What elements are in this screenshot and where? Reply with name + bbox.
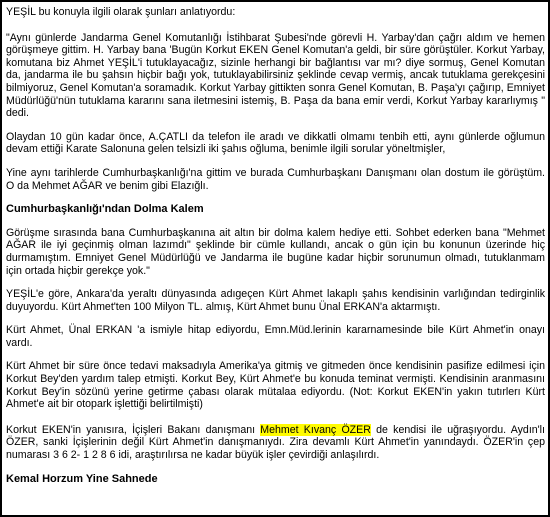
paragraph-cumhurbaskanligi-visit: Yine aynı tarihlerde Cumhurbaşkanlığı'na gittim ve burada Cumhurbaşkanı Danışmanı olan dostum ile görüştüm. O da Mehmet AĞAR ve benim gibi Elazığlı. <box>6 166 545 192</box>
section-heading-dolma-kalem: Cumhurbaşkanlığı'ndan Dolma Kalem <box>6 203 204 216</box>
section-heading-kemal-horzum: Kemal Horzum Yine Sahnede <box>6 472 158 485</box>
document-body <box>2 6 548 485</box>
paragraph-ozer <box>6 424 545 462</box>
quote-paragraph-1: "Aynı günlerde Jandarma Genel Komutanlığı İstihbarat Şubesi'nde görevli H. Yarbay'dan çağrı aldım ve hemen görüşmeye gittim. H. Yarbay bana 'Bugün Korkut EKEN Genel Komutan'a geldi, bir süre görüştüler. Korkut Yarbay, komutana biz Ahmet YEŞİL'i tutuklayacağız, sizinle herhangi bir bağlantısı var mı? diye sormuş, Genel Komutan da, jandarma ile bu şahsın hiçbir bağı yok, tutuklayabilirsiniz şeklinde cevap vermiş, ancak tutuklama gerekçesini bilmiyoruz, Genel Komutan'a soramadık. Korkut Yarbay gittikten sonra Genel Komutan, B. Paşa'yı çağırıp, Emniyet Müdürlüğü'nün tutuklama kararını sana iletmesini istemiş, B. Paşa da bana emir verdi, Korkut Yarbay kararlıymış " dedi. <box>6 31 545 120</box>
paragraph-catli-call: Olaydan 10 gün kadar önce, A.ÇATLI da telefon ile aradı ve dikkatli olmamı tenbih etti, aynı günlerde oğlumun devam ettiği Karate Salonuna gelen telsizli iki şahıs oğluma, benimle ilgili sorular yöneltmişler, <box>6 130 545 156</box>
ozer-text-before: Korkut EKEN'in yanısıra, İçişleri Bakanı danışmanı <box>6 423 261 436</box>
ozer-text-after: de kendisi ile uğraşıyordu. Aydın'lı ÖZER, sanki İçişlerinin değil Kürt Ahmet'in danışmanıydı. Zira devamlı Kürt Ahmet'in yanındaydı. ÖZER'in çep numarası 3 6 2- 1 2 8 6 idi, araştırılırsa ne kadar büyük işler çevirdiği anlaşılırdı. <box>6 423 545 462</box>
paragraph-amerika-trip: Kürt Ahmet bir süre önce tedavi maksadıyla Amerika'ya gitmiş ve gitmeden önce kendisinin pasifize edilmesi için Korkut Bey'den yardım talep etmişti. Korkut Bey, Kürt Ahmet'e bu konuda teminat vermişti. Kendisinin aranmasını Korkut Bey'in sözünü yerine getirme çabası olarak mütalaa ediyordu. (Not: Korkut EKEN'in yakın tutırlerı Kürt Ahmet'e ait bir otopark işlettiği belirtilmişti) <box>6 360 545 411</box>
paragraph-kurt-ahmet-intro: YEŞİL'e göre, Ankara'da yeraltı dünyasında adıgeçen Kürt Ahmet lakaplı şahıs kendisinin varlığından tedirginlik duyuyordu. Kürt Ahmet'ten 100 Milyon TL. almış, Kürt Ahmet bunu Ünal ERKAN'a aktarmıştı. <box>6 288 545 313</box>
highlighted-name: Mehmet Kıvanç ÖZER <box>260 423 371 436</box>
paragraph-dolma-kalem-gift: Görüşme sırasında bana Cumhurbaşkanına ait altın bir dolma kalem hediye etti. Sohbet ederken bana "Mehmet AĞAR ile iyi geçinmiş olman lazımdı" şeklinde bir cümle kullandı, ancak o gün için bu konunun üzerinde hiç durmamıştım. Emniyet Genel Müdürlüğü ve Jandarma ile bugüne kadar hiçbir sorunumun olmadı, tutuklanmam için ortada hiçbir gerekçe yok." <box>6 226 545 277</box>
intro-paragraph: YEŞİL bu konuyla ilgili olarak şunları anlatıyordu: <box>6 6 236 18</box>
paragraph-unal-erkan: Kürt Ahmet, Ünal ERKAN 'a ismiyle hitap ediyordu, Emn.Müd.lerinin kararnamesinde bile Kürt Ahmet'in onayı vardı. <box>6 324 545 349</box>
